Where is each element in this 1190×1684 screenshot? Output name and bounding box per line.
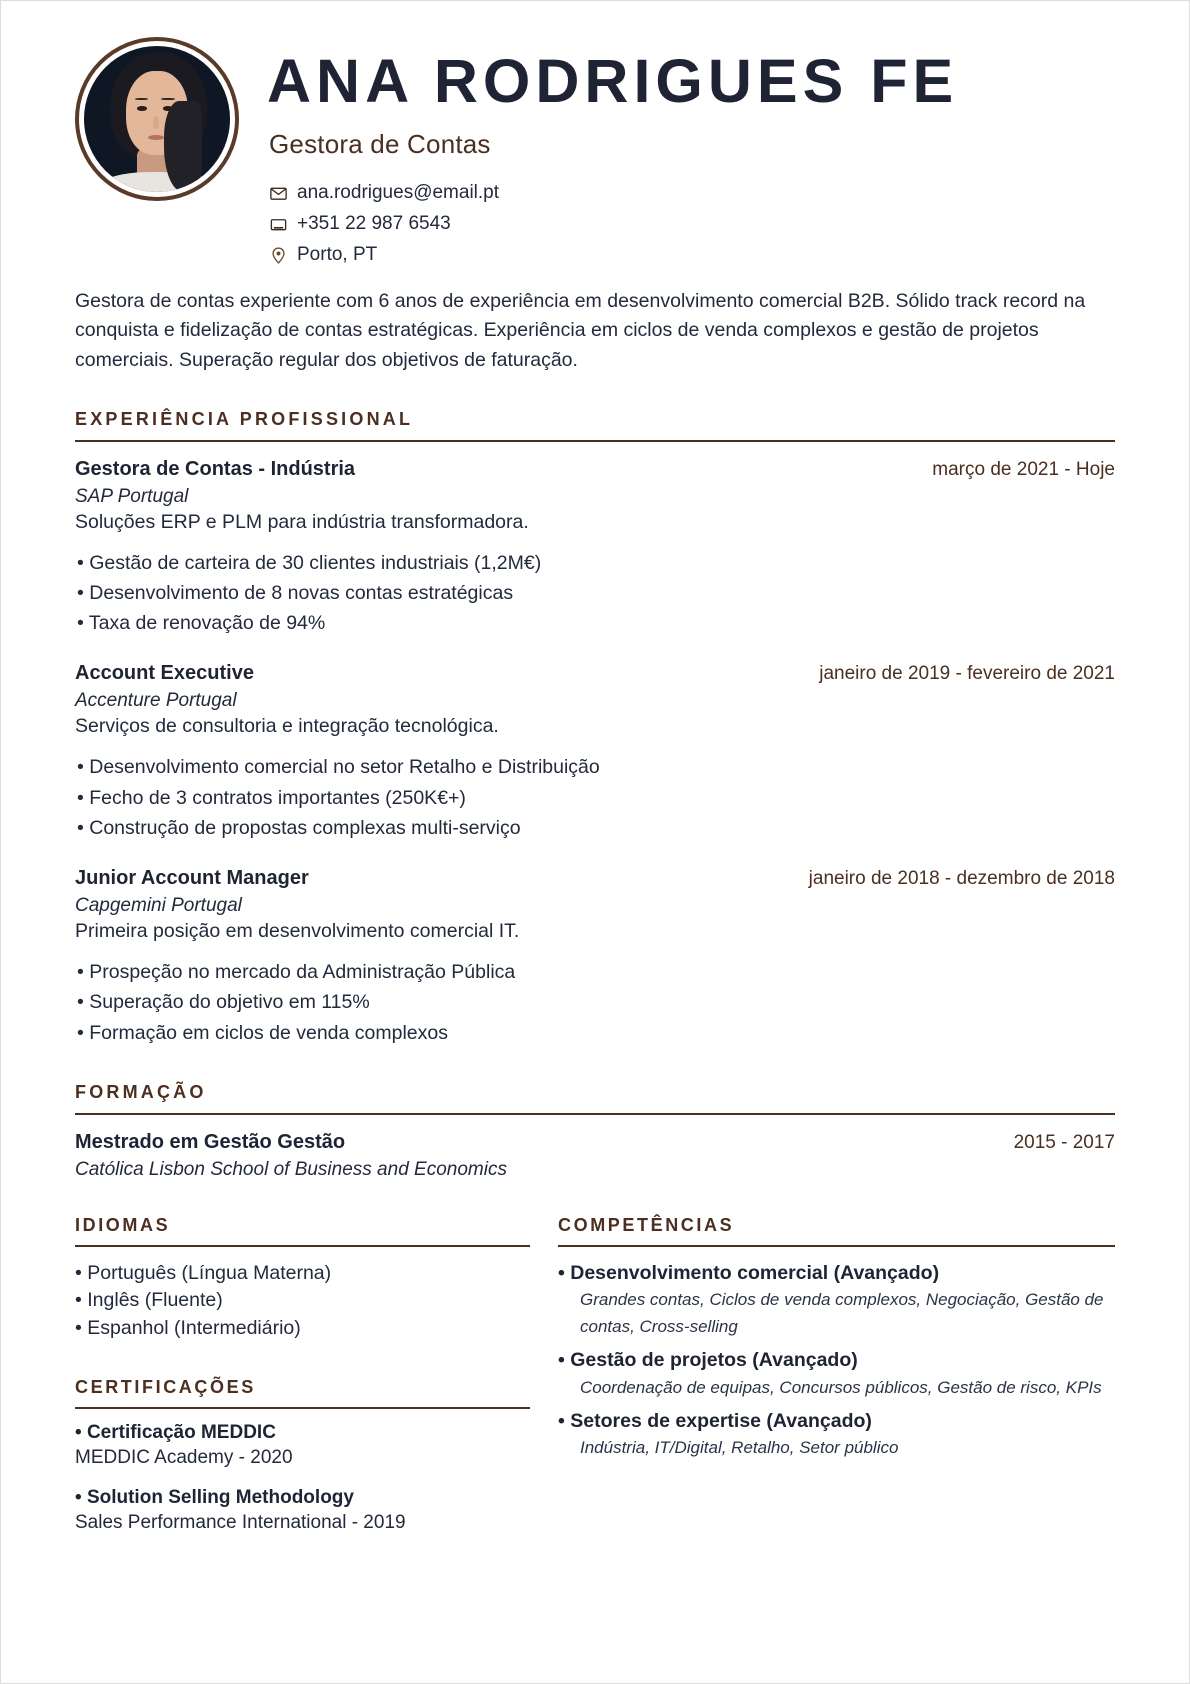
certification-meta: MEDDIC Academy - 2020	[75, 1446, 293, 1468]
education-dates: 2015 - 2017	[1013, 1131, 1115, 1153]
experience-dates: janeiro de 2018 - dezembro de 2018	[808, 868, 1115, 890]
skill-name: • Desenvolvimento comercial (Avançado)	[558, 1260, 1115, 1286]
experience-entry-head	[75, 458, 1115, 481]
avatar-photo	[84, 46, 230, 192]
portrait-nose	[153, 116, 159, 129]
certification-name: • Certificação MEDDIC	[75, 1422, 530, 1444]
professional-summary: Gestora de contas experiente com 6 anos de experiência em desenvolvimento comercial B2B. Sólido track record na conquista e fidelização de contas estratégicas. Experiência em ciclos de venda complexos e gestão de projetos comerciais. Superação regular dos objetivos de faturação.	[75, 290, 1086, 371]
experience-section-title: EXPERIÊNCIA PROFISSIONAL	[75, 408, 414, 429]
languages-list	[75, 1260, 530, 1343]
certifications-list	[75, 1422, 530, 1534]
phone-icon	[269, 215, 288, 234]
experience-company: Accenture Portugal	[75, 690, 237, 712]
education-divider	[75, 1113, 1115, 1115]
experience-bullet: • Gestão de carteira de 30 clientes industriais (1,2M€)	[75, 548, 1115, 578]
contact-phone[interactable]	[269, 213, 1189, 235]
experience-bullet: • Formação em ciclos de venda complexos	[75, 1018, 1115, 1048]
experience-company: SAP Portugal	[75, 485, 189, 507]
skill-item	[558, 1347, 1115, 1401]
certification-meta: Sales Performance International - 2019	[75, 1511, 406, 1533]
portrait-brow-right	[161, 98, 174, 100]
contact-email-value: ana.rodrigues@email.pt	[297, 182, 500, 204]
education-entry	[75, 1131, 1115, 1181]
experience-bullet: • Taxa de renovação de 94%	[75, 608, 1115, 638]
cv-header	[1, 1, 1189, 275]
experience-entry-head	[75, 662, 1115, 685]
experience-bullets	[75, 548, 1115, 639]
experience-description: Soluções ERP e PLM para indústria transformadora.	[75, 510, 529, 533]
education-entry-head	[75, 1131, 1115, 1154]
contact-email[interactable]	[269, 182, 1189, 204]
experience-entry-head	[75, 867, 1115, 890]
certifications-divider	[75, 1407, 530, 1409]
contact-location-value: Porto, PT	[297, 244, 378, 266]
experience-bullets	[75, 752, 1115, 843]
language-item: • Inglês (Fluente)	[75, 1287, 530, 1315]
envelope-icon	[269, 184, 288, 203]
header-text-block	[239, 27, 1189, 275]
education-section-title: FORMAÇÃO	[75, 1081, 207, 1102]
page-title: ANA RODRIGUES FE	[267, 47, 959, 115]
left-column	[75, 1205, 530, 1552]
experience-section	[75, 409, 1115, 1048]
languages-section-title: IDIOMAS	[75, 1214, 171, 1235]
experience-entry	[75, 458, 1115, 639]
language-item: • Espanhol (Intermediário)	[75, 1315, 530, 1343]
skills-divider	[558, 1245, 1115, 1247]
experience-dates: março de 2021 - Hoje	[932, 458, 1115, 480]
experience-divider	[75, 440, 1115, 442]
skills-list	[558, 1260, 1115, 1462]
contact-location[interactable]	[269, 244, 1189, 266]
skill-detail: Grandes contas, Ciclos de venda complexos, Negociação, Gestão de contas, Cross-selling	[580, 1290, 1104, 1337]
education-section	[75, 1082, 1115, 1181]
experience-company: Capgemini Portugal	[75, 895, 242, 917]
experience-entry	[75, 867, 1115, 1048]
education-degree: Mestrado em Gestão Gestão	[75, 1130, 346, 1153]
experience-dates: janeiro de 2019 - fevereiro de 2021	[819, 663, 1115, 685]
skill-detail: Indústria, IT/Digital, Retalho, Setor público	[580, 1438, 899, 1458]
experience-bullet: • Construção de propostas complexas multi-serviço	[75, 813, 1115, 843]
experience-role: Junior Account Manager	[75, 867, 309, 890]
certification-name: • Solution Selling Methodology	[75, 1487, 530, 1509]
certification-item	[75, 1487, 530, 1534]
skill-name: • Gestão de projetos (Avançado)	[558, 1347, 1115, 1373]
right-column	[558, 1205, 1115, 1552]
education-school: Católica Lisbon School of Business and Economics	[75, 1158, 507, 1180]
experience-role: Account Executive	[75, 662, 254, 685]
experience-bullet: • Desenvolvimento de 8 novas contas estratégicas	[75, 578, 1115, 608]
skill-item	[558, 1408, 1115, 1462]
skill-detail: Coordenação de equipas, Concursos públicos, Gestão de risco, KPIs	[580, 1377, 1102, 1397]
certification-item	[75, 1422, 530, 1469]
experience-bullet: • Fecho de 3 contratos importantes (250K€+)	[75, 783, 1115, 813]
experience-role: Gestora de Contas - Indústria	[75, 457, 356, 480]
contact-phone-value: +351 22 987 6543	[297, 213, 451, 235]
experience-bullet: • Desenvolvimento comercial no setor Retalho e Distribuição	[75, 752, 1115, 782]
portrait-eye-left	[137, 106, 147, 111]
experience-entry	[75, 662, 1115, 843]
languages-divider	[75, 1245, 530, 1247]
skill-item	[558, 1260, 1115, 1341]
portrait-eye-right	[163, 106, 173, 111]
experience-bullet: • Superação do objetivo em 115%	[75, 987, 1115, 1017]
avatar	[75, 37, 239, 201]
experience-bullets	[75, 957, 1115, 1048]
skills-section-title: COMPETÊNCIAS	[558, 1214, 735, 1235]
language-item: • Português (Língua Materna)	[75, 1260, 530, 1288]
job-title: Gestora de Contas	[269, 129, 491, 160]
portrait-hair-side	[164, 101, 202, 192]
contact-list	[269, 182, 1189, 266]
experience-description: Primeira posição em desenvolvimento comercial IT.	[75, 920, 520, 943]
experience-description: Serviços de consultoria e integração tecnológica.	[75, 715, 499, 738]
location-pin-icon	[269, 246, 288, 265]
skill-name: • Setores de expertise (Avançado)	[558, 1408, 1115, 1434]
certifications-section-title: CERTIFICAÇÕES	[75, 1376, 256, 1397]
experience-bullet: • Prospeção no mercado da Administração Pública	[75, 957, 1115, 987]
bottom-columns	[75, 1205, 1115, 1552]
